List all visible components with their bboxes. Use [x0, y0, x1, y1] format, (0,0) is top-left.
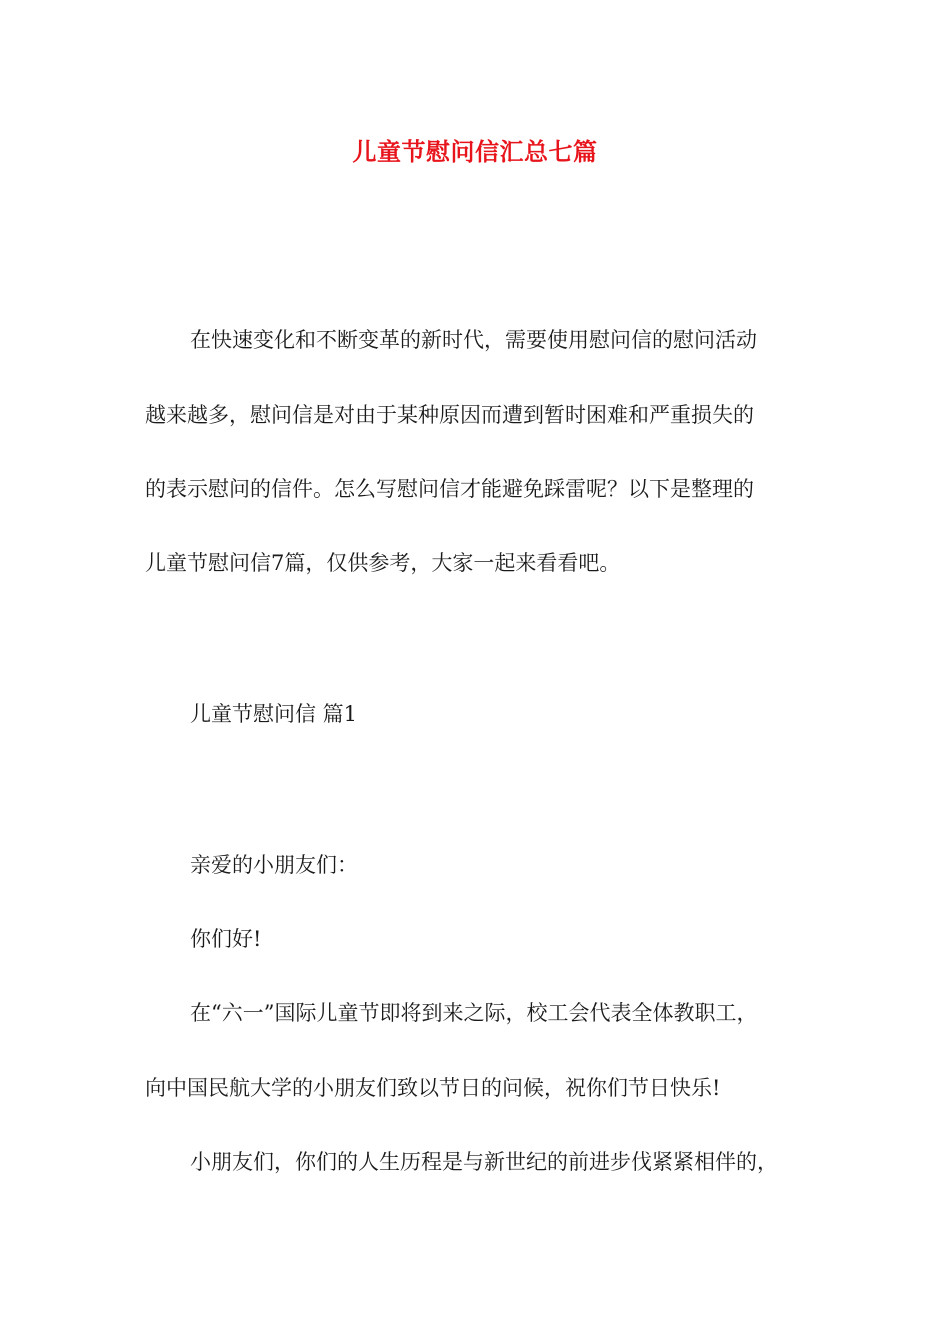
- salutation: 亲爱的小朋友们：: [190, 853, 358, 877]
- body-line-2: 向中国民航大学的小朋友们致以节日的问候，祝你们节日快乐!: [145, 1076, 721, 1100]
- intro-line-2: 越来越多，慰问信是对由于某种原因而遭到暂时困难和严重损失的: [145, 403, 754, 427]
- intro-line-4: 儿童节慰问信7篇，仅供参考，大家一起来看看吧。: [145, 551, 621, 575]
- document-title: 儿童节慰问信汇总七篇: [352, 137, 598, 166]
- intro-line-1: 在快速变化和不断变革的新时代，需要使用慰问信的慰问活动: [190, 328, 757, 352]
- body-line-3: 小朋友们，你们的人生历程是与新世纪的前进步伐紧紧相伴的，: [190, 1150, 778, 1174]
- intro-line-3: 的表示慰问的信件。怎么写慰问信才能避免踩雷呢？以下是整理的: [145, 477, 754, 501]
- section-heading: 儿童节慰问信 篇1: [190, 702, 358, 726]
- greeting: 你们好!: [190, 927, 262, 951]
- body-line-1: 在“六一”国际儿童节即将到来之际，校工会代表全体教职工，: [190, 1001, 758, 1025]
